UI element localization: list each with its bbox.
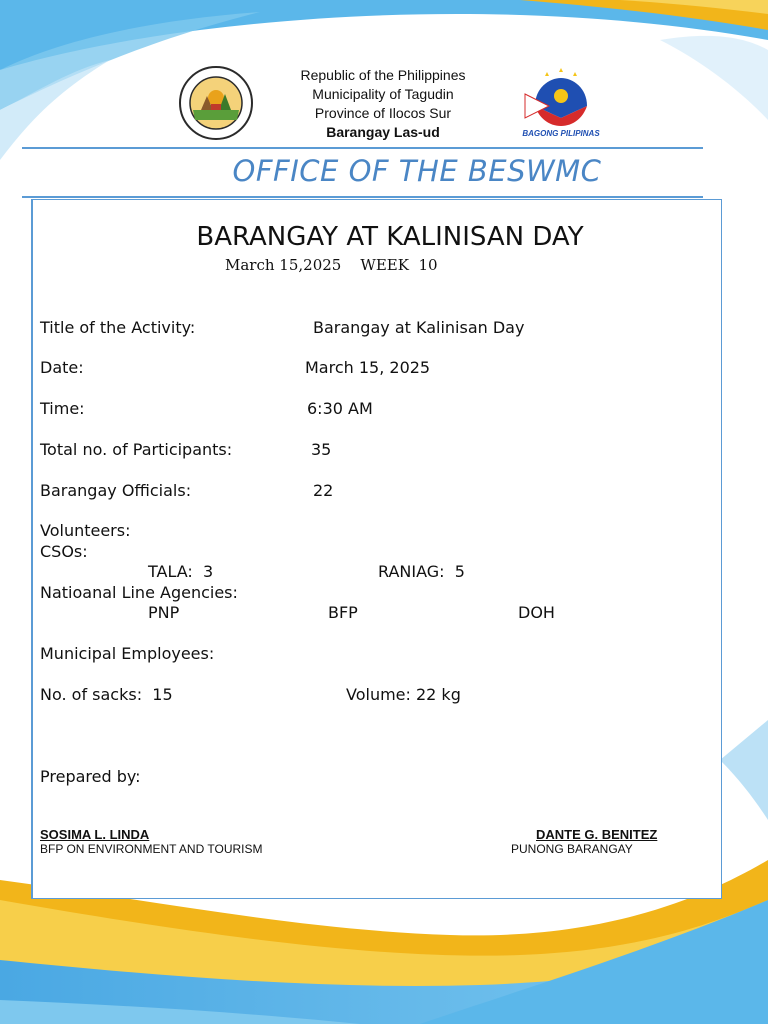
bagong-pilipinas-text: BAGONG PILIPINAS [522,129,600,138]
time-label: Time: [40,399,85,418]
nla-label: Natioanal Line Agencies: [40,583,238,602]
prepared-by-label: Prepared by: [40,767,141,786]
csos-label: CSOs: [40,542,88,561]
header-republic: Republic of the Philippines [300,67,466,83]
sacks-count: No. of sacks: 15 [40,685,173,704]
header-municipality: Municipality of Tagudin [312,86,454,102]
report-title: BARANGAY AT KALINISAN DAY [196,222,584,252]
signatory-left-name: SOSIMA L. LINDA [40,827,150,842]
cso-tala: TALA: 3 [148,562,214,581]
bagong-pilipinas-logo [515,66,607,142]
office-title: OFFICE OF THE BESWMC [232,154,602,188]
officials-value: 22 [313,481,334,500]
report-subtitle: March 15,2025 WEEK 10 [225,256,438,274]
signatory-right-position: PUNONG BARANGAY [511,842,633,856]
signatory-right-name: DANTE G. BENITEZ [536,827,658,842]
nla-doh: DOH [518,603,555,622]
signatory-left-position: BFP ON ENVIRONMENT AND TOURISM [40,842,263,856]
volume-value: Volume: 22 kg [346,685,461,704]
date-value: March 15, 2025 [305,358,431,377]
report-card [31,199,722,899]
participants-label: Total no. of Participants: [40,440,233,459]
header-barangay: Barangay Las-ud [326,124,440,140]
header-rule-top [22,147,703,149]
municipal-employees-label: Municipal Employees: [40,644,215,663]
volunteers-label: Volunteers: [40,521,131,540]
officials-label: Barangay Officials: [40,481,192,500]
header-province: Province of Ilocos Sur [314,105,452,121]
barangay-seal-logo [171,64,261,142]
time-value: 6:30 AM [307,399,373,418]
document-header [265,66,501,142]
participants-value: 35 [311,440,332,459]
cso-raniag: RANIAG: 5 [378,562,465,581]
activity-value: Barangay at Kalinisan Day [313,318,525,337]
activity-label: Title of the Activity: [40,318,196,337]
nla-bfp: BFP [328,603,358,622]
nla-pnp: PNP [148,603,180,622]
header-rule-bottom [22,196,703,198]
date-label: Date: [40,358,84,377]
